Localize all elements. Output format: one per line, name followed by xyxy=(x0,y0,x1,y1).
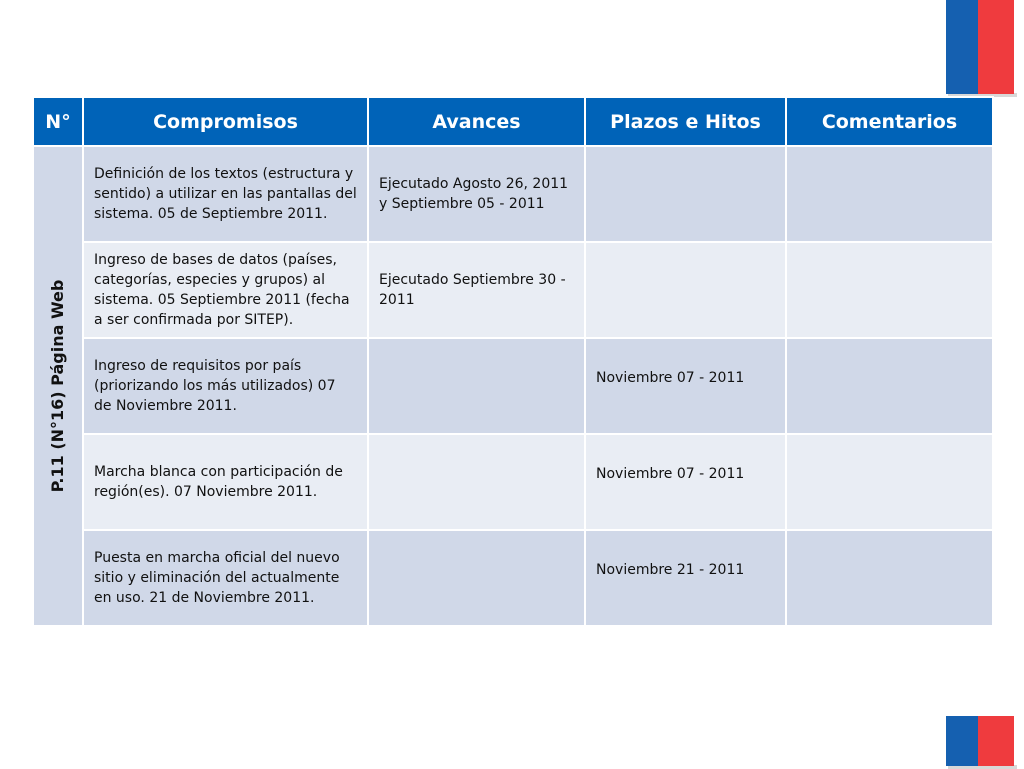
table-row xyxy=(33,146,993,242)
header-plazos: Plazos e Hitos xyxy=(585,97,786,146)
comentario-cell xyxy=(786,242,993,338)
plazo-cell xyxy=(585,530,786,626)
table-row xyxy=(33,434,993,530)
table-header-row xyxy=(33,97,993,146)
plazo-cell xyxy=(585,434,786,530)
header-comentarios: Comentarios xyxy=(786,97,993,146)
flag-red-stripe xyxy=(978,0,1014,94)
avance-cell xyxy=(368,530,585,626)
avance-cell: Ejecutado Agosto 26, 2011 y Septiembre 05 - 2011 xyxy=(368,146,585,242)
plazo-cell xyxy=(585,242,786,338)
avance-cell xyxy=(368,434,585,530)
row-group-label: P.11 (N°16) Página Web xyxy=(48,279,67,493)
plazo-text: Noviembre 07 - 2011 xyxy=(596,466,745,482)
header-compromisos: Compromisos xyxy=(83,97,368,146)
plazo-cell xyxy=(585,338,786,434)
comentario-cell xyxy=(786,146,993,242)
flag-red-stripe xyxy=(978,716,1014,766)
plazo-text: Noviembre 21 - 2011 xyxy=(596,562,745,578)
flag-blue-stripe xyxy=(946,0,978,94)
table-row xyxy=(33,242,993,338)
row-group-label-cell xyxy=(33,146,83,626)
compromiso-cell: Ingreso de bases de datos (países, categorías, especies y grupos) al sistema. 05 Septiembre 2011 (fecha a ser confirmada por SITEP). xyxy=(83,242,368,338)
plazo-text: Noviembre 07 - 2011 xyxy=(596,370,745,386)
compromiso-cell: Definición de los textos (estructura y sentido) a utilizar en las pantallas del sistema. 05 de Septiembre 2011. xyxy=(83,146,368,242)
flag-logo-bottom xyxy=(944,716,1014,768)
avance-cell xyxy=(368,338,585,434)
plazo-cell xyxy=(585,146,786,242)
flag-logo-top xyxy=(944,0,1014,96)
compromiso-cell: Ingreso de requisitos por país (priorizando los más utilizados) 07 de Noviembre 2011. xyxy=(83,338,368,434)
compromiso-cell: Marcha blanca con participación de región(es). 07 Noviembre 2011. xyxy=(83,434,368,530)
comentario-cell xyxy=(786,530,993,626)
table-row xyxy=(33,338,993,434)
header-number: N° xyxy=(33,97,83,146)
comentario-cell xyxy=(786,338,993,434)
avance-cell: Ejecutado Septiembre 30 - 2011 xyxy=(368,242,585,338)
header-avances: Avances xyxy=(368,97,585,146)
commitments-table xyxy=(32,96,994,627)
table-row xyxy=(33,530,993,626)
comentario-cell xyxy=(786,434,993,530)
flag-blue-stripe xyxy=(946,716,978,766)
compromiso-cell: Puesta en marcha oficial del nuevo sitio y eliminación del actualmente en uso. 21 de Noviembre 2011. xyxy=(83,530,368,626)
